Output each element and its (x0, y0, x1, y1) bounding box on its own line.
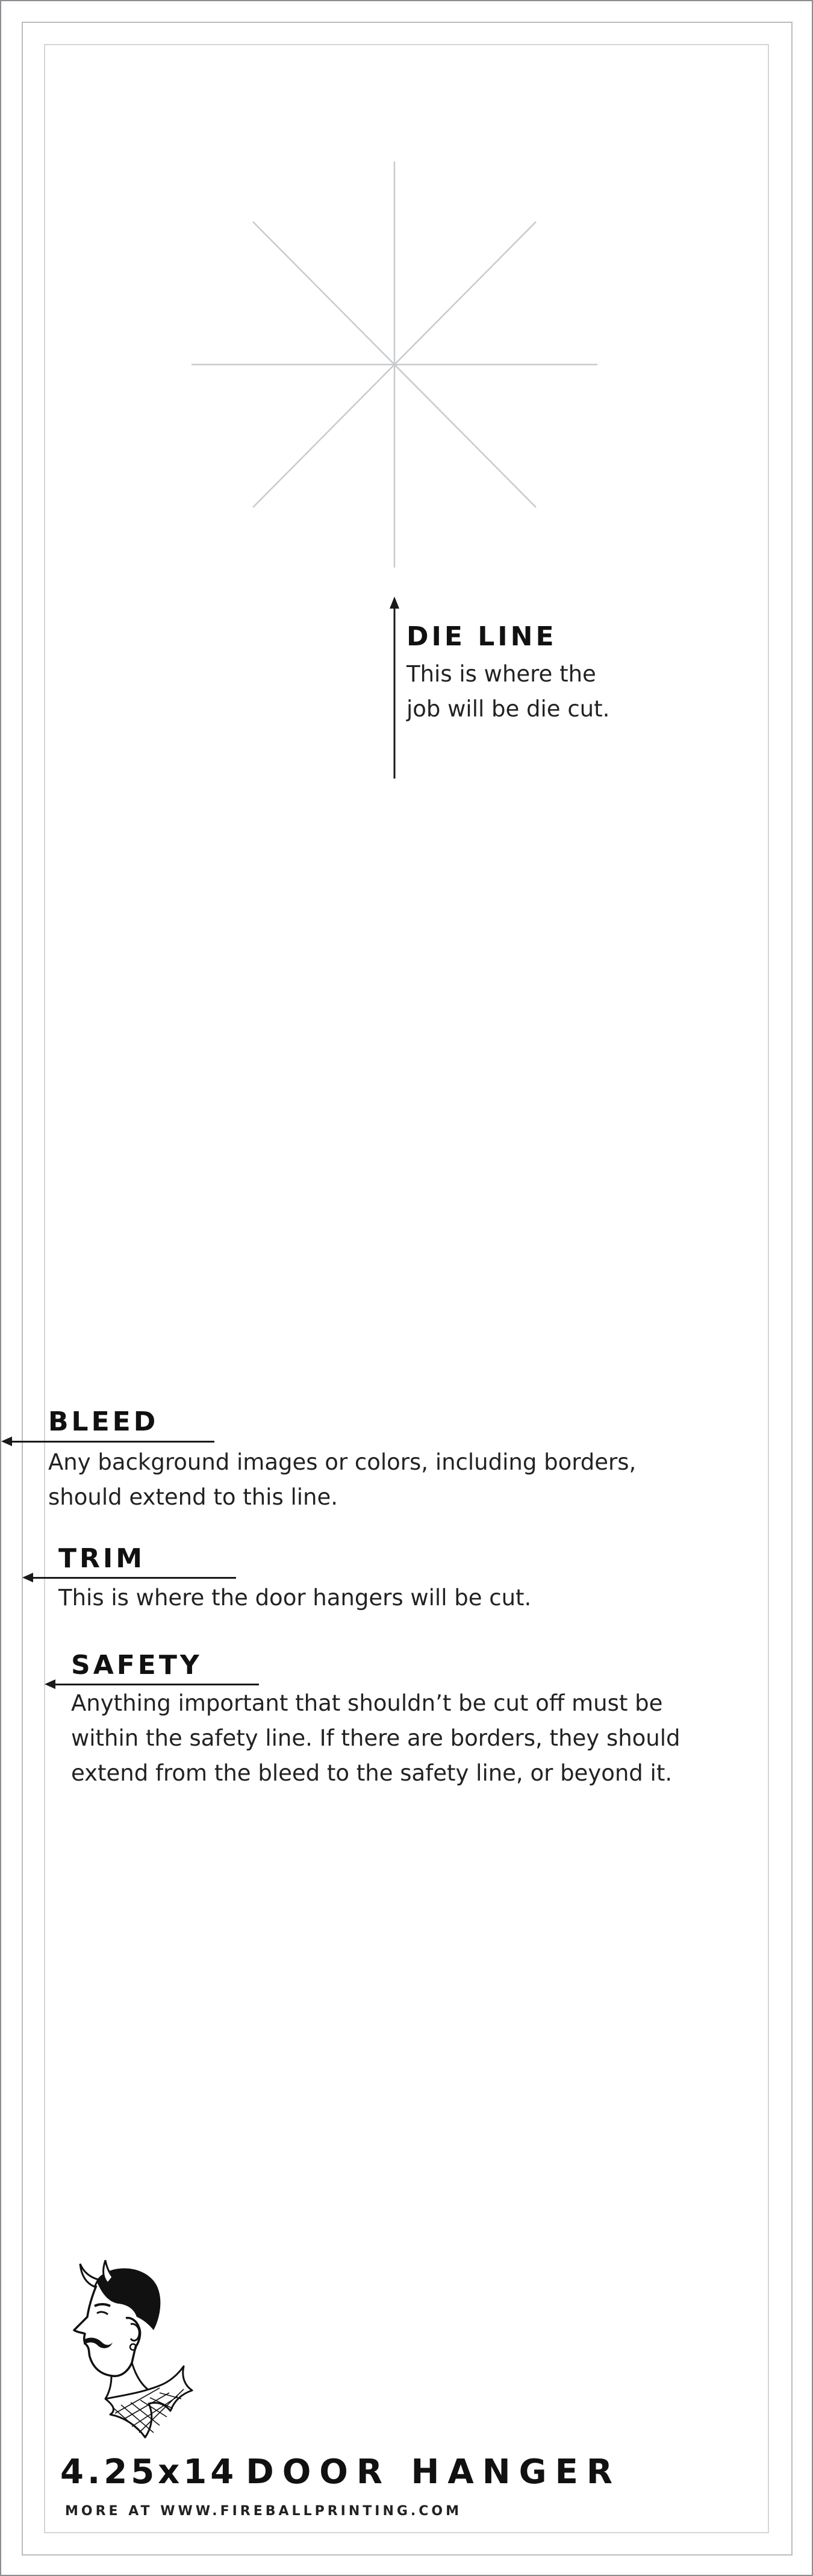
product-title (60, 2452, 621, 2492)
devil-mascot-logo (63, 2257, 202, 2449)
bleed-description-line-2: should extend to this line. (48, 1484, 338, 1510)
trim-underline (32, 1577, 236, 1579)
die-line-arrowhead (390, 597, 399, 609)
product-name: DOOR HANGER (246, 2452, 621, 2492)
website-link-text: MORE AT WWW.FIREBALLPRINTING.COM (65, 2504, 463, 2519)
trim-description-line-1: This is where the door hangers will be cut. (58, 1585, 532, 1611)
die-line-description-line-2: job will be die cut. (406, 696, 610, 722)
bleed-underline (11, 1441, 214, 1443)
safety-description-line-3: extend from the bleed to the safety line, or beyond it. (71, 1760, 673, 1786)
die-line-description-line-1: This is where the (406, 661, 596, 687)
safety-description-line-2: within the safety line. If there are borders, they should (71, 1725, 681, 1751)
bleed-heading: BLEED (48, 1406, 159, 1437)
bleed-description-line-1: Any background images or colors, including borders, (48, 1449, 637, 1475)
safety-description-line-1: Anything important that shouldn’t be cut off must be (71, 1690, 663, 1716)
product-size: 4.25x14 (60, 2452, 238, 2492)
trim-heading: TRIM (58, 1543, 146, 1574)
safety-heading: SAFETY (71, 1650, 202, 1681)
die-line-heading: DIE LINE (406, 621, 557, 652)
safety-underline (54, 1684, 259, 1685)
